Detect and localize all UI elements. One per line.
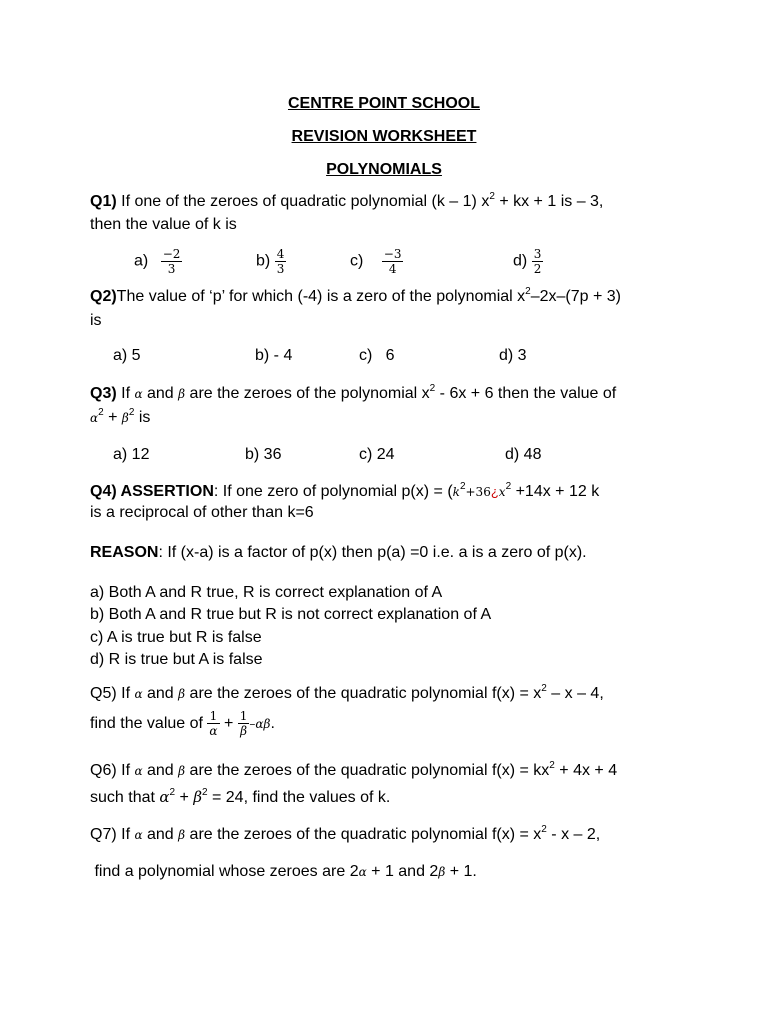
q7-line2-b: + 1 and 2 (366, 863, 439, 880)
beta-symbol: β (178, 387, 186, 401)
q5-period: . (270, 715, 275, 732)
alpha-symbol: α (134, 764, 143, 778)
q5-text-c: are the zeroes of the quadratic polynomial f(x) = x (185, 685, 542, 702)
q5-fraction-1 (207, 709, 219, 738)
q6-beta-exp: 2 (201, 786, 208, 798)
alpha-symbol: α (134, 687, 143, 701)
q3-option-d: d) 48 (505, 446, 542, 463)
q1-option-b-fraction (275, 247, 287, 276)
q5-text-line2 (90, 707, 275, 741)
q3-text-d: - 6x + 6 then the value of (435, 385, 617, 402)
q3-is: is (134, 409, 151, 426)
q3-plus: + (103, 409, 122, 426)
q1-option-d-num: 3 (533, 247, 542, 261)
q4-reason-text: : If (x-a) is a factor of p(x) then p(a) =0 i.e. a is a zero of p(x). (158, 544, 587, 561)
q2-text-b: –2x–(7p + 3) (530, 288, 621, 305)
q5-frac1-num: 1 (207, 709, 219, 724)
q1-option-a-num: −2 (162, 247, 181, 261)
q6-plus: + (175, 789, 194, 806)
q1-text-line2: then the value of k is (90, 216, 237, 233)
q2-text-line2: is (90, 312, 102, 329)
q3-alpha-exp: 2 (98, 406, 104, 418)
q4-x-symbol: x (498, 485, 506, 499)
q7-text-line2 (90, 863, 477, 881)
alpha-symbol: α (134, 828, 143, 842)
beta-symbol: β (438, 865, 446, 879)
q1-option-c-fraction (382, 247, 404, 276)
alpha-symbol: α (159, 788, 170, 806)
q7-text (90, 823, 601, 844)
q3-option-b: b) 36 (245, 446, 282, 463)
q3-text-c: are the zeroes of the polynomial x (185, 385, 430, 402)
alpha-symbol: α (358, 865, 367, 879)
q4-text (90, 480, 600, 501)
q6-text-d: + 4x + 4 (554, 762, 618, 779)
q7-line2-c: + 1. (445, 863, 477, 880)
q3-text (90, 382, 617, 403)
q6-line2-b: = 24, find the values of k. (207, 789, 391, 806)
q7-text-a: Q7) If (90, 826, 135, 843)
q4-plus36: +36 (465, 485, 491, 499)
q3-text-a: If (116, 385, 135, 402)
q6-alpha-exp: 2 (169, 786, 176, 798)
q1-option-a-label: a) (134, 252, 149, 270)
q5-text (90, 682, 604, 703)
beta-symbol: β (193, 788, 202, 806)
q1-option-d-fraction (532, 247, 544, 276)
q4-option-a: a) Both A and R true, R is correct explanation of A (90, 584, 443, 601)
q5-frac2-num: 1 (239, 709, 248, 724)
topic-title: POLYNOMIALS (326, 161, 442, 178)
q7-text-c: are the zeroes of the quadratic polynomial f(x) = x (185, 826, 542, 843)
q3-text-b: and (142, 385, 179, 402)
q1-option-b-den: 3 (276, 262, 285, 276)
q2-option-b: b) - 4 (255, 347, 293, 364)
q6-text (90, 759, 618, 780)
q1-option-a-den: 3 (167, 262, 176, 276)
q4-reason-label: REASON (90, 544, 159, 561)
q6-text-c: are the zeroes of the quadratic polynomial f(x) = kx (185, 762, 550, 779)
q7-text-b: and (142, 826, 179, 843)
q1-text-a: If one of the zeroes of quadratic polynomial (k – 1) x (116, 193, 490, 210)
q3-text-line2 (90, 406, 151, 427)
q4-option-c: c) A is true but R is false (90, 629, 262, 646)
q1-option-b (256, 247, 286, 276)
q4-text-line2: is a reciprocal of other than k=6 (90, 504, 314, 521)
q1-text-b: + kx + 1 is – 3, (494, 193, 604, 210)
q5-plus: + (219, 715, 238, 732)
q2-option-c: c) 6 (359, 347, 395, 364)
q1-option-a (134, 247, 182, 276)
q5-fraction-2 (238, 709, 250, 738)
q1-text (90, 190, 604, 211)
q4-option-d: d) R is true but A is false (90, 651, 263, 668)
q7-exp: 2 (541, 823, 547, 835)
q1-option-d-den: 2 (533, 262, 542, 276)
q2-option-a: a) 5 (113, 347, 141, 364)
q4-k-symbol: k (452, 485, 460, 499)
q7-line2-a: find a polynomial whose zeroes are 2 (90, 863, 359, 880)
q1-option-c-den: 4 (388, 262, 397, 276)
q5-minus-ab: –αβ (249, 717, 271, 731)
beta-symbol: β (178, 828, 186, 842)
beta-symbol: β (178, 764, 186, 778)
q1-option-b-label: b) (256, 252, 271, 270)
q5-frac2-den: β (240, 724, 248, 739)
q4-reason (90, 544, 587, 562)
q3-option-a: a) 12 (113, 446, 150, 463)
q4-error-glyph: ¿ (490, 484, 499, 499)
q6-exp: 2 (549, 759, 555, 771)
q2-exp: 2 (525, 285, 531, 297)
q3-label: Q3) (90, 385, 117, 402)
school-name: CENTRE POINT SCHOOL (287, 95, 480, 112)
q4-x-exp: 2 (505, 480, 512, 492)
q5-frac1-den: α (209, 724, 218, 739)
q2-label: Q2) (90, 288, 117, 305)
worksheet-title: REVISION WORKSHEET (291, 128, 477, 145)
q1-option-c-num: −3 (383, 247, 402, 261)
q4-option-b: b) Both A and R true but R is not correct explanation of A (90, 606, 492, 623)
q6-text-a: Q6) If (90, 762, 135, 779)
q7-text-d: - x – 2, (546, 826, 601, 843)
q3-beta-exp: 2 (128, 406, 135, 418)
q3-option-c: c) 24 (359, 446, 395, 463)
q5-text-d: – x – 4, (546, 685, 604, 702)
beta-symbol: β (121, 411, 129, 425)
q5-text-b: and (142, 685, 179, 702)
q5-line2-a: find the value of (90, 715, 208, 732)
q4-text-a: : If one zero of polynomial p(x) = ( (213, 483, 453, 500)
q5-text-a: Q5) If (90, 685, 135, 702)
q4-label: Q4) ASSERTION (90, 483, 214, 500)
q3-exp: 2 (429, 382, 436, 394)
q1-exp: 2 (489, 190, 495, 202)
q1-option-c-label: c) (350, 252, 364, 270)
beta-symbol: β (178, 687, 186, 701)
q4-k-exp: 2 (459, 480, 466, 492)
q1-option-d (513, 247, 543, 276)
alpha-symbol: α (90, 411, 99, 425)
q6-line2-a: such that (90, 789, 160, 806)
q1-option-c (350, 247, 403, 276)
q6-text-line2 (90, 788, 390, 807)
q2-text-a: The value of ‘p’ for which (-4) is a zero of the polynomial x (116, 288, 526, 305)
q6-text-b: and (142, 762, 179, 779)
q1-option-b-num: 4 (276, 247, 285, 261)
q2-text (90, 285, 621, 306)
alpha-symbol: α (134, 387, 143, 401)
q1-option-a-fraction (161, 247, 183, 276)
q1-label: Q1) (90, 193, 117, 210)
q5-exp: 2 (541, 682, 547, 694)
q2-option-d: d) 3 (499, 347, 527, 364)
q1-option-d-label: d) (513, 252, 528, 270)
q4-text-b: +14x + 12 k (511, 483, 600, 500)
